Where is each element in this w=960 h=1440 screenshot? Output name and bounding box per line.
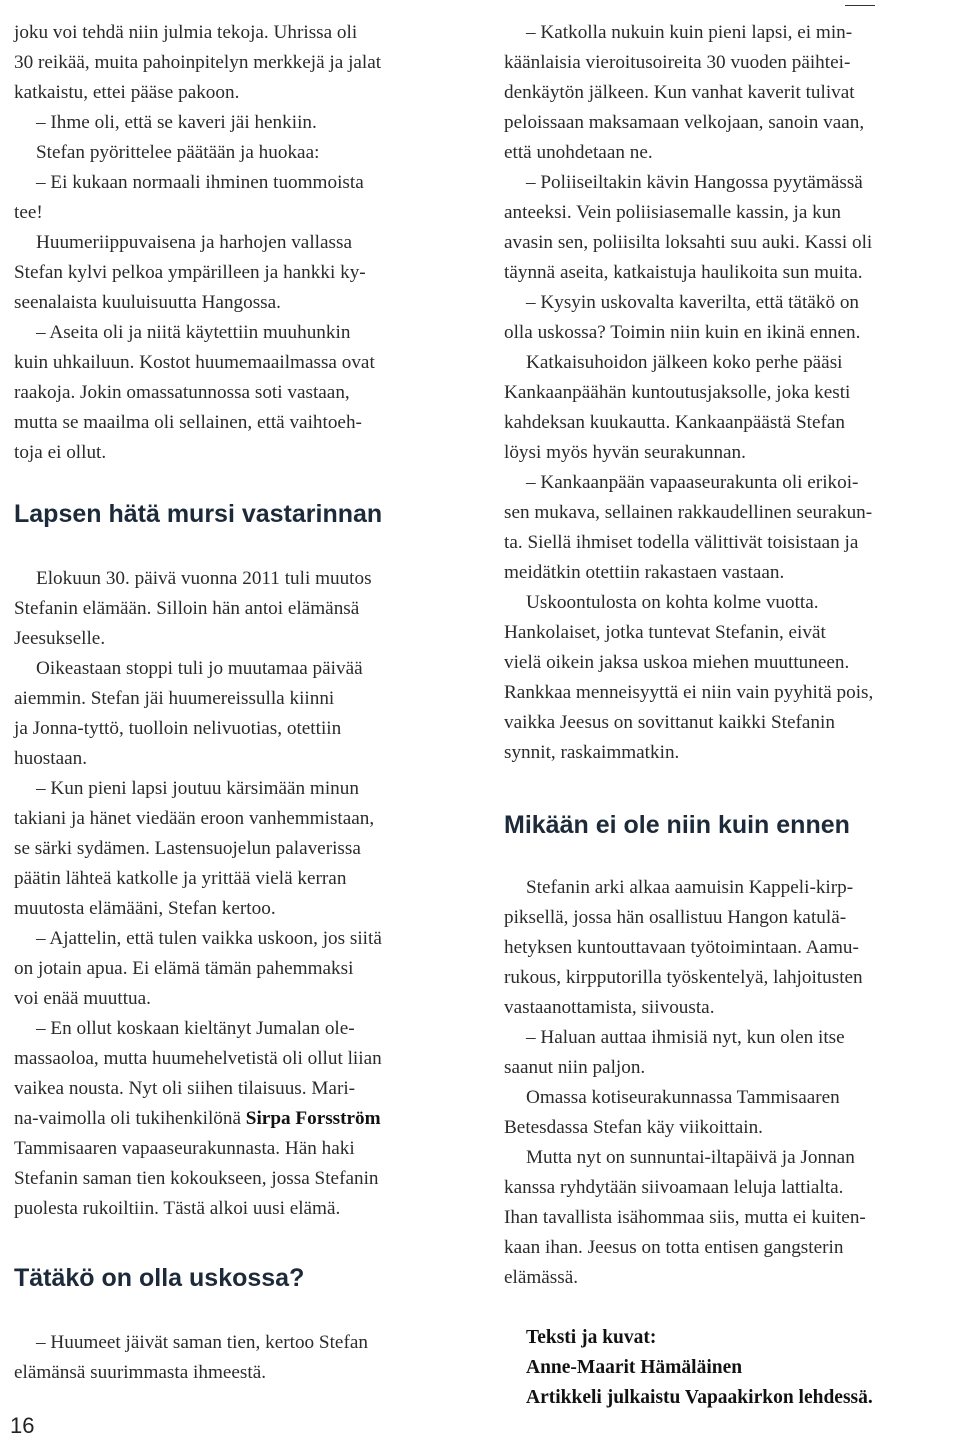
body-line: käänlaisia vieroitusoireita 30 vuoden päihtei-: [504, 52, 851, 73]
body-line: Betesdassa Stefan käy viikoittain.: [504, 1117, 763, 1138]
body-line: – Kysyin uskovalta kaverilta, että tätäkö on: [526, 292, 860, 313]
body-line: rukous, kirpputorilla työskentelyä, lahjoitusten: [504, 967, 863, 988]
body-line: ja Jonna-tyttö, tuolloin nelivuotias, otettiin: [14, 718, 342, 739]
body-text: na-vaimolla oli tukihenkilönä: [14, 1108, 246, 1129]
body-line: että unohdetaan ne.: [504, 142, 653, 163]
body-line: Elokuun 30. päivä vuonna 2011 tuli muutos: [36, 568, 372, 589]
body-line: Stefanin arki alkaa aamuisin Kappeli-kirp-: [526, 877, 854, 898]
body-line: raakoja. Jokin omassatunnossa soti vastaan,: [14, 382, 350, 403]
top-rule: [845, 5, 875, 6]
publication-note: Artikkeli julkaistu Vapaakirkon lehdessä.: [526, 1387, 873, 1408]
body-line: 30 reikää, muita pahoinpitelyn merkkejä ja jalat: [14, 52, 382, 73]
body-line: vaikea nousta. Nyt oli siihen tilaisuus. Mari-: [14, 1078, 356, 1099]
body-line: löysi myös hyvän seurakunnan.: [504, 442, 746, 463]
body-line: – Haluan auttaa ihmisiä nyt, kun olen itse: [526, 1027, 845, 1048]
body-line: sen mukava, sellainen rakkaudellinen seurakun-: [504, 502, 873, 523]
body-line: anteeksi. Vein poliisiasemalle kassin, ja kun: [504, 202, 841, 223]
body-line: – Huumeet jäivät saman tien, kertoo Stefan: [36, 1332, 368, 1353]
body-line: Mutta nyt on sunnuntai-iltapäivä ja Jonnan: [526, 1147, 855, 1168]
section-heading: Lapsen hätä mursi vastarinnan: [14, 500, 383, 528]
page-number: 16: [10, 1413, 35, 1438]
body-line: Stefan pyörittelee päätään ja huokaa:: [36, 142, 320, 163]
body-line: – Aseita oli ja niitä käytettiin muuhunkin: [36, 322, 351, 343]
body-line: Oikeastaan stoppi tuli jo muutamaa päivää: [36, 658, 363, 679]
body-line: elämänsä suurimmasta ihmeestä.: [14, 1362, 267, 1383]
body-line: – Ajattelin, että tulen vaikka uskoon, jos siitä: [36, 928, 382, 949]
body-line: se särki sydämen. Lastensuojelun palaverissa: [14, 838, 361, 859]
body-line: Uskoontulosta on kohta kolme vuotta.: [526, 592, 819, 613]
body-line: olla uskossa? Toimin niin kuin en ikinä ennen.: [504, 322, 861, 343]
body-line: synnit, raskaimmatkin.: [504, 742, 680, 763]
body-line: Katkaisuhoidon jälkeen koko perhe pääsi: [526, 352, 843, 373]
body-line: – Ihme oli, että se kaveri jäi henkiin.: [36, 112, 317, 133]
body-line: huostaan.: [14, 748, 88, 769]
body-line: vaikka Jeesus on sovittanut kaikki Stefanin: [504, 712, 835, 733]
author-name: Anne-Maarit Hämäläinen: [526, 1357, 743, 1378]
body-line: ta. Siellä ihmiset todella välittivät toisistaan ja: [504, 532, 859, 553]
person-name: Sirpa Forsström: [245, 1108, 381, 1129]
body-line: aiemmin. Stefan jäi huumereissulla kiinni: [14, 688, 335, 709]
body-line: peloissaan maksamaan velkojaan, sanoin vaan,: [504, 112, 865, 133]
body-line: – Kun pieni lapsi joutuu kärsimään minun: [36, 778, 359, 799]
body-line: meidätkin otettiin rakastaen vastaan.: [504, 562, 785, 583]
body-line: – Ei kukaan normaali ihminen tuommoista: [36, 172, 364, 193]
body-line: päätin lähteä katkolle ja yrittää vielä kerran: [14, 868, 347, 889]
body-line: täynnä aseita, katkaistuja haulikoita sun muita.: [504, 262, 863, 283]
body-line: puolesta rukoiltiin. Tästä alkoi uusi elämä.: [14, 1198, 341, 1219]
body-line: Stefan kylvi pelkoa ympärilleen ja hankki ky-: [14, 262, 366, 283]
body-line: massaoloa, mutta huumehelvetistä oli ollut liian: [14, 1048, 382, 1069]
body-line: Kankaanpäähän kuntoutusjaksolle, joka kesti: [504, 382, 851, 403]
body-line: on jotain apua. Ei elämä tämän pahemmaksi: [14, 958, 354, 979]
body-line: elämässä.: [504, 1267, 579, 1288]
body-line: piksellä, jossa hän osallistuu Hangon katulä-: [504, 907, 847, 928]
body-line: vastaanottamista, siivousta.: [504, 997, 715, 1018]
body-line: Hankolaiset, jotka tuntevat Stefanin, eivät: [504, 622, 826, 643]
body-line: kaan ihan. Jeesus on totta entisen gangsterin: [504, 1237, 844, 1258]
body-line: Stefanin elämään. Silloin hän antoi elämänsä: [14, 598, 360, 619]
body-line: seenalaista kuuluisuutta Hangossa.: [14, 292, 281, 313]
body-line: – En ollut koskaan kieltänyt Jumalan ole-: [36, 1018, 355, 1039]
body-line: Huumeriippuvaisena ja harhojen vallassa: [36, 232, 352, 253]
body-line: kahdeksan kuukautta. Kankaanpäästä Stefan: [504, 412, 845, 433]
body-line: Stefanin saman tien kokoukseen, jossa Stefanin: [14, 1168, 379, 1189]
body-line: joku voi tehdä niin julmia tekoja. Uhrissa oli: [14, 22, 358, 43]
body-line: Omassa kotiseurakunnassa Tammisaaren: [526, 1087, 840, 1108]
body-line: – Katkolla nukuin kuin pieni lapsi, ei min-: [526, 22, 853, 43]
body-line: Jeesukselle.: [14, 628, 106, 649]
body-line: saanut niin paljon.: [504, 1057, 646, 1078]
body-line: toja ei ollut.: [14, 442, 107, 463]
body-line: hetyksen kuntouttavaan työtoimintaan. Aamu-: [504, 937, 859, 958]
body-line: katkaistu, ettei pääse pakoon.: [14, 82, 240, 103]
body-line: muutosta elämääni, Stefan kertoo.: [14, 898, 276, 919]
credit-label: Teksti ja kuvat:: [526, 1327, 657, 1348]
body-line: voi enää muuttua.: [14, 988, 151, 1009]
body-line: [14, 1104, 381, 1134]
body-line: Rankkaa menneisyyttä ei niin vain pyyhitä pois,: [504, 682, 874, 703]
body-line: takiani ja hänet viedään eroon vanhemmistaan,: [14, 808, 375, 829]
body-line: Ihan tavallista isähommaa siis, mutta ei kuiten-: [504, 1207, 866, 1228]
section-heading: Tätäkö on olla uskossa?: [14, 1264, 305, 1292]
body-line: vielä oikein jaksa uskoa miehen muuttuneen.: [504, 652, 850, 673]
body-line: tee!: [14, 202, 43, 223]
body-line: – Kankaanpään vapaaseurakunta oli erikoi-: [526, 472, 859, 493]
body-line: denkäytön jälkeen. Kun vanhat kaverit tulivat: [504, 82, 855, 103]
body-line: mutta se maailma oli sellainen, että vaihtoeh-: [14, 412, 362, 433]
body-line: avasin sen, poliisilta loksahti suu auki. Kassi oli: [504, 232, 873, 253]
body-line: kanssa ryhdytään siivoamaan leluja lattialta.: [504, 1177, 844, 1198]
body-line: kuin uhkailuun. Kostot huumemaailmassa ovat: [14, 352, 375, 373]
body-line: – Poliiseiltakin kävin Hangossa pyytämässä: [526, 172, 863, 193]
section-heading: Mikään ei ole niin kuin ennen: [504, 811, 850, 839]
body-line: Tammisaaren vapaaseurakunnasta. Hän haki: [14, 1138, 355, 1159]
